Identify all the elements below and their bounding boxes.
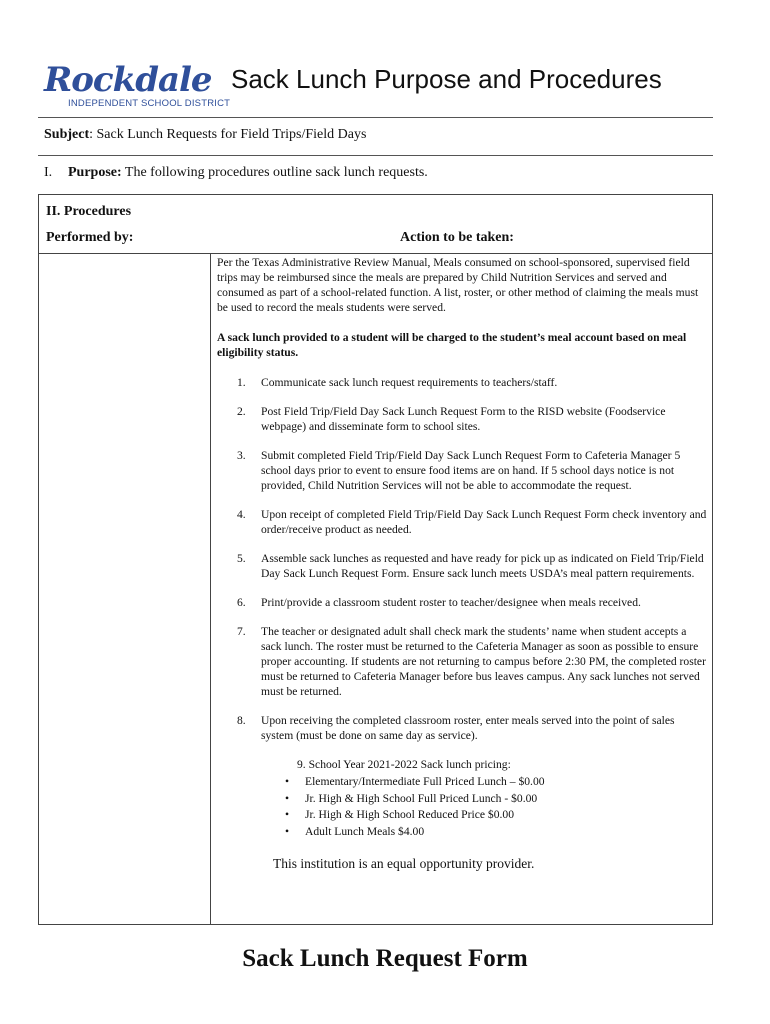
pricing-item: • Elementary/Intermediate Full Priced Lunch – $0.00 xyxy=(285,774,707,791)
document-header xyxy=(44,60,714,112)
table-column-divider xyxy=(210,253,211,924)
step-text: Print/provide a classroom student roster to teacher/designee when meals received. xyxy=(261,596,641,609)
step-number: 5. xyxy=(237,552,246,565)
procedures-table xyxy=(38,194,713,925)
pricing-item: • Adult Lunch Meals $4.00 xyxy=(285,824,707,841)
procedure-step xyxy=(217,448,707,493)
purpose-number: I. xyxy=(44,165,53,180)
pricing-list xyxy=(285,774,707,840)
subject-label: Subject xyxy=(44,127,90,142)
purpose-label: Purpose: xyxy=(68,165,122,180)
step-text: Upon receipt of completed Field Trip/Field Day Sack Lunch Request Form check inventory and order/receive product as needed. xyxy=(261,508,707,536)
header-divider xyxy=(38,117,713,118)
table-header-divider xyxy=(39,253,712,254)
rockdale-isd-logo xyxy=(44,60,229,112)
step-number: 4. xyxy=(237,508,246,521)
action-header: Action to be taken: xyxy=(400,230,514,245)
subject-line xyxy=(44,127,366,143)
procedure-step xyxy=(217,507,707,537)
step-number: 1. xyxy=(237,376,246,389)
pricing-section xyxy=(217,757,707,840)
step-number: 2. xyxy=(237,405,246,418)
procedure-step xyxy=(217,624,707,699)
procedure-step xyxy=(217,595,707,610)
procedure-steps xyxy=(217,375,707,743)
pricing-item: • Jr. High & High School Full Priced Lunch - $0.00 xyxy=(285,791,707,808)
step-text: Upon receiving the completed classroom roster, enter meals served into the point of sales system (must be done on same day as service). xyxy=(261,714,675,742)
performed-by-header: Performed by: xyxy=(46,230,134,245)
page-title: Sack Lunch Purpose and Procedures xyxy=(231,64,662,94)
step-text: Post Field Trip/Field Day Sack Lunch Request Form to the RISD website (Foodservice webpage) and disseminate form to school sites. xyxy=(261,405,666,433)
procedures-title: II. Procedures xyxy=(46,204,132,219)
logo-wordmark: Rockdale xyxy=(44,60,212,100)
step-text: Submit completed Field Trip/Field Day Sack Lunch Request Form to Cafeteria Manager 5 school days prior to event to ensure food items are on hand. If 5 school days notice is not provided, Child Nutrition Services will not be able to accommodate the request. xyxy=(261,449,681,492)
equal-opportunity-statement: This institution is an equal opportunity provider. xyxy=(273,856,535,871)
procedure-step xyxy=(217,713,707,743)
procedure-step xyxy=(217,375,707,390)
purpose-line xyxy=(44,165,428,181)
step-number: 6. xyxy=(237,596,246,609)
purpose-text: The following procedures outline sack lunch requests. xyxy=(121,165,428,180)
intro-paragraph: Per the Texas Administrative Review Manual, Meals consumed on school-sponsored, supervised field trips may be reimbursed since the meals are prepared by Child Nutrition Services and served and consumed as part of a school-related function. A list, roster, or other method of claiming the meals must be used to record the meals students were served. xyxy=(217,256,699,314)
step-number: 8. xyxy=(237,714,246,727)
step-text: The teacher or designated adult shall check mark the students’ name when student accepts a sack lunch. The roster must be returned to the Cafeteria Manager as soon as possible to ensure proper accounting. If students are not returning to campus before 2:30 PM, the completed roster must be returned to Cafeteria Manager before bus leaves campus. Any sack lunches not served must be returned. xyxy=(261,625,706,698)
subject-divider xyxy=(38,155,713,156)
step-text: Communicate sack lunch request requirements to teachers/staff. xyxy=(261,376,558,389)
procedure-step xyxy=(217,404,707,434)
step-number: 7. xyxy=(237,625,246,638)
charge-note: A sack lunch provided to a student will be charged to the student’s meal account based on meal eligibility status. xyxy=(217,331,687,359)
form-title: Sack Lunch Request Form xyxy=(242,945,528,972)
procedure-step xyxy=(217,551,707,581)
step-text: Assemble sack lunches as requested and have ready for pick up as indicated on Field Trip/Field Day Sack Lunch Request Form. Ensure sack lunch meets USDA’s meal pattern requirements. xyxy=(261,552,704,580)
logo-subtext: INDEPENDENT SCHOOL DISTRICT xyxy=(68,98,231,109)
subject-text: : Sack Lunch Requests for Field Trips/Field Days xyxy=(89,127,367,142)
action-cell xyxy=(217,255,707,871)
step-number: 3. xyxy=(237,449,246,462)
pricing-item: • Jr. High & High School Reduced Price $0.00 xyxy=(285,807,707,824)
pricing-heading: 9. School Year 2021-2022 Sack lunch pricing: xyxy=(297,758,511,771)
